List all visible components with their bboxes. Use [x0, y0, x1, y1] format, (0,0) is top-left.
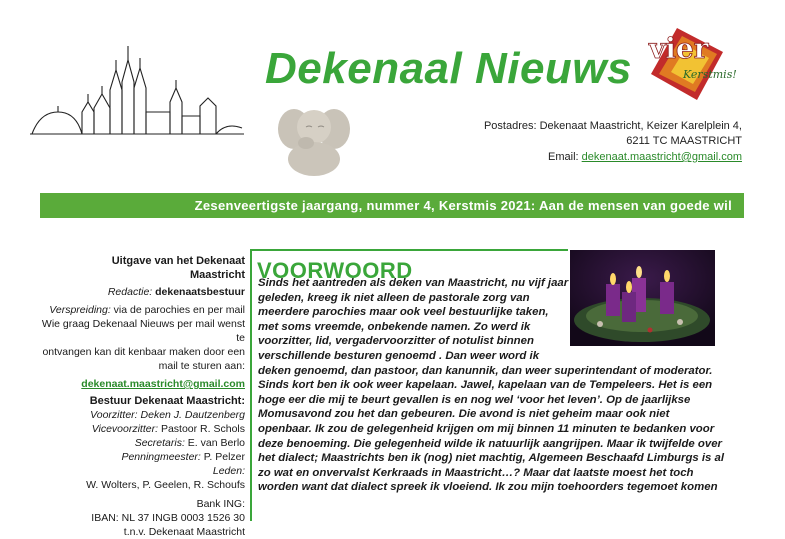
verspreiding-value: via de parochies en per mail: [113, 304, 245, 316]
svg-text:Kerstmis!: Kerstmis!: [683, 68, 737, 81]
article-line: hoge eer die mij te beurt gevallen is en nog wel ‘voor het leven’. Op de jaarlijkse: [258, 393, 691, 406]
article-line: openbaar. Ik zou de gelegenheid krijgen om mij binnen 11 minuten te bedanken voor: [258, 423, 715, 435]
iban: IBAN: NL 37 INGB 0003 1526 30: [91, 512, 245, 524]
redactie-label: Redactie:: [107, 286, 153, 298]
leden-value: W. Wolters, P. Geelen, R. Schoufs: [86, 479, 245, 491]
article-line: voorzitter, lid, vergadervoorzitter of notulist binnen: [258, 335, 534, 348]
article-line: het dialect; Maastrichts ben ik (nog) niet machtig, Algemeen Beschaafd Limburgs is al: [258, 452, 725, 465]
article-line: verschillende besturen genoemd . Dan weer word ik: [258, 350, 540, 362]
article-top-rule: [250, 249, 568, 251]
bank-label: Bank ING:: [196, 498, 245, 510]
voorzitter-value: Deken J. Dautzenberg: [140, 409, 245, 421]
sidebar-colophon: [40, 254, 245, 539]
vier-kerstmis-logo: [637, 22, 747, 104]
mail-text-line3: mail te sturen aan:: [158, 360, 245, 372]
secretaris-row: [40, 436, 245, 450]
article-line: deze benoeming. Die gelegenheid wilde ik natuurlijk aangrijpen. Maar ik twijfelde over: [258, 437, 722, 450]
postal-city: 6211 TC MAASTRICHT: [626, 135, 742, 147]
penning-value: P. Pelzer: [203, 451, 245, 463]
article-line: Sinds kort ben ik ook weer kapelaan. Jawel, kapelaan van de Tempeleers. Het is een: [258, 379, 713, 392]
article-line: geleden, kreeg ik niet alleen de pastorale zorg van: [258, 291, 530, 304]
article-line: meerdere parochies maar ook veel bestuurlijke taken,: [258, 306, 549, 319]
redactie-value: dekenaatsbestuur: [155, 286, 245, 298]
sidebar-heading-line2: Maastricht: [189, 269, 245, 281]
article-left-rule: [250, 249, 252, 521]
verspreiding-label: Verspreiding:: [49, 304, 111, 316]
article-line: worden want dat dialect spreek ik vloeiend. Ik zou mijn toehoorders tegemoet komen: [258, 481, 718, 494]
redactie-row: [40, 285, 245, 299]
email-label: Email:: [548, 151, 579, 163]
vice-label: Vicevoorzitter:: [91, 423, 159, 435]
angel-statue-image: [272, 99, 356, 179]
vice-value: Pastoor R. Schols: [160, 423, 245, 435]
sidebar-email-link[interactable]: dekenaat.maastricht@gmail.com: [81, 378, 245, 390]
advent-wreath-photo: [570, 250, 715, 346]
mail-text-line1: Wie graag Dekenaal Nieuws per mail wenst te: [41, 318, 245, 344]
voorzitter-row: [40, 408, 245, 422]
church-skyline-drawing: [30, 42, 245, 140]
vice-row: [40, 422, 245, 436]
leden-label: Leden:: [212, 465, 245, 477]
secretaris-value: E. van Berlo: [187, 437, 245, 449]
bestuur-heading: Bestuur Dekenaat Maastricht:: [89, 395, 245, 407]
sidebar-heading-line1: Uitgave van het Dekenaat: [111, 255, 245, 267]
mail-text-line2: ontvangen kan dit kenbaar maken door een: [42, 346, 245, 358]
article-line: zo wat en onvervalst Kerkraads in Maastricht…? Maar dat laatste moest het toch: [258, 466, 694, 479]
tnv: t.n.v. Dekenaat Maastricht: [123, 526, 245, 538]
article-title: VOORWOORD: [257, 258, 413, 283]
masthead-title: Dekenaal Nieuws: [265, 44, 632, 93]
article-line: Momusavond zou het dan gebeuren. Die avond is niet geheim maar ook niet: [258, 408, 670, 421]
penning-label: Penningmeester:: [121, 451, 201, 463]
postal-address: Postadres: Dekenaat Maastricht, Keizer Karelplein 4,: [483, 120, 742, 132]
article-line: Sinds het aantreden als deken van Maastricht, nu vijf jaar: [258, 277, 569, 289]
article-line: deken genoemd, dan pastoor, dan kanunnik, dan weer superintendant of moderator.: [258, 364, 713, 377]
voorzitter-label: Voorzitter:: [90, 409, 138, 421]
issue-banner-text: Zesenveertigste jaargang, nummer 4, Kerstmis 2021: Aan de mensen van goede wil: [194, 198, 732, 213]
verspreiding-row: [40, 303, 245, 317]
email-link[interactable]: dekenaat.maastricht@gmail.com: [581, 151, 742, 163]
secretaris-label: Secretaris:: [134, 437, 185, 449]
article-line: met soms vreemde, onbekende namen. Zo werd ik: [258, 320, 531, 333]
penning-row: [40, 450, 245, 464]
svg-text:vier: vier: [649, 32, 709, 65]
email-row: [548, 151, 742, 163]
issue-banner: [40, 193, 744, 218]
